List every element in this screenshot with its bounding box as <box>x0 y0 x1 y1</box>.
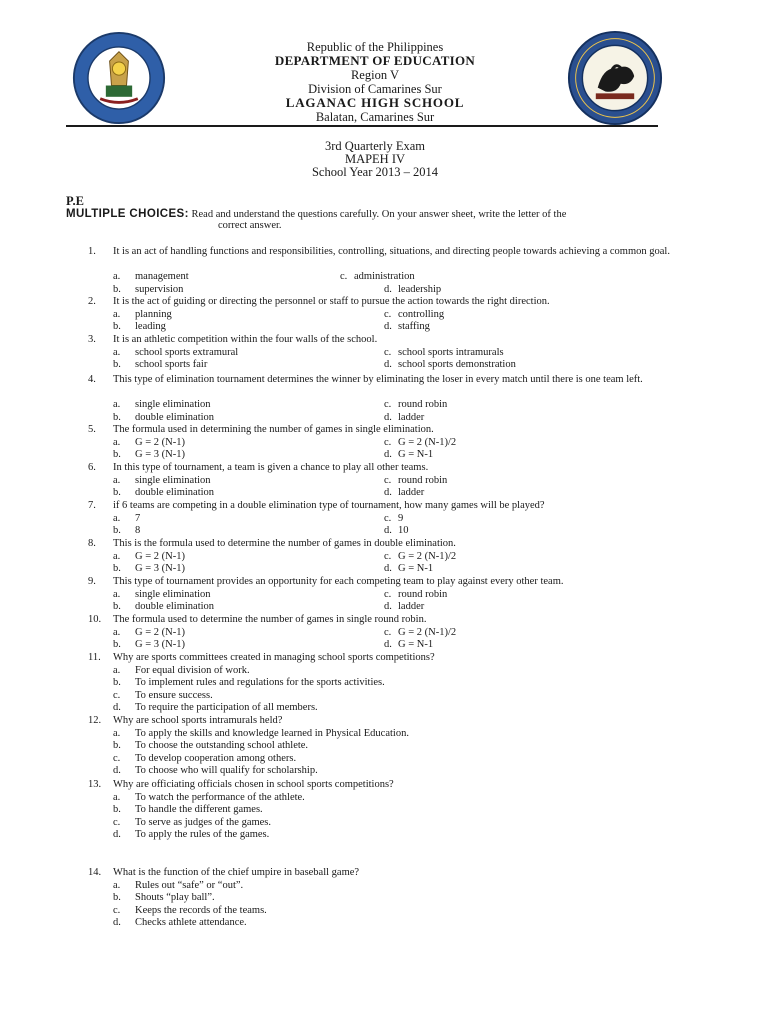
answer-option <box>113 551 185 564</box>
option-letter: d. <box>113 829 121 840</box>
answer-option <box>384 589 447 602</box>
answer-option <box>384 487 424 500</box>
answer-option <box>113 309 172 322</box>
option-letter: d. <box>384 601 392 612</box>
option-letter: a. <box>113 588 121 600</box>
option-text: For equal division of work. <box>135 664 250 676</box>
option-letter: c. <box>384 346 392 358</box>
question-text: Why are sports committees created in managing school sports competitions? <box>113 652 435 663</box>
option-text: double elimination <box>135 411 215 423</box>
option-text: To choose the outstanding school athlete. <box>135 740 309 751</box>
option-text: 7 <box>135 512 141 524</box>
option-letter: b. <box>113 804 121 815</box>
option-text: To implement rules and regulations for the sports activities. <box>135 677 385 688</box>
question-text: Why are officiating officials chosen in school sports competitions? <box>113 779 394 790</box>
option-text: school sports demonstration <box>398 359 516 370</box>
option-letter: b. <box>113 892 121 903</box>
answer-option <box>384 399 447 412</box>
question-number: 10. <box>88 614 102 625</box>
option-letter: a. <box>113 727 121 739</box>
option-letter: d. <box>113 702 121 713</box>
answer-option <box>340 271 415 284</box>
department-name: DEPARTMENT OF EDUCATION <box>274 53 476 68</box>
answer-option <box>113 765 318 778</box>
question-text: The formula used to determine the number of games in single round robin. <box>113 614 427 625</box>
exam-title: 3rd Quarterly Exam <box>325 139 425 153</box>
option-letter: a. <box>113 308 121 320</box>
option-letter: c. <box>340 271 348 282</box>
option-text: Rules out “safe” or “out”. <box>135 879 244 891</box>
deped-seal-icon <box>72 31 166 125</box>
answer-option <box>113 487 214 500</box>
option-letter: c. <box>113 752 121 764</box>
option-text: Shouts “play ball”. <box>135 892 215 903</box>
division-line: Division of Camarines Sur <box>308 82 442 96</box>
multiple-choice-heading <box>66 208 684 221</box>
question-text: What is the function of the chief umpire in baseball game? <box>113 867 360 878</box>
answer-option <box>113 804 263 817</box>
answer-option <box>113 753 296 766</box>
answer-option <box>384 601 424 614</box>
option-letter: a. <box>113 271 121 282</box>
option-letter: d. <box>384 449 392 460</box>
option-letter: a. <box>113 512 121 524</box>
option-letter: a. <box>113 399 121 410</box>
option-letter: d. <box>384 283 392 295</box>
question-text: This type of tournament provides an opportunity for each competing team to play against every other team. <box>113 576 564 587</box>
option-text: To apply the skills and knowledge learned in Physical Education. <box>135 727 409 739</box>
option-text: To ensure success. <box>135 689 213 701</box>
option-text: To watch the performance of the athlete. <box>135 791 305 803</box>
answer-option <box>113 639 185 652</box>
exam-info <box>200 140 550 179</box>
option-letter: c. <box>384 626 392 638</box>
option-letter: c. <box>384 550 392 562</box>
option-letter: b. <box>113 563 121 574</box>
option-text: Keeps the records of the teams. <box>135 904 267 916</box>
question-number: 3. <box>88 334 96 345</box>
answer-option <box>384 513 403 526</box>
question-number: 13. <box>88 779 102 790</box>
answer-option <box>384 284 441 297</box>
option-letter: b. <box>113 740 121 751</box>
answer-option <box>113 892 215 905</box>
option-letter: c. <box>113 689 121 701</box>
answer-option <box>113 665 250 678</box>
option-text: double elimination <box>135 601 215 612</box>
option-letter: d. <box>384 525 392 536</box>
exam-subject: MAPEH IV <box>344 152 406 166</box>
answer-option <box>384 449 433 462</box>
option-letter: d. <box>113 917 121 928</box>
question-text: In this type of tournament, a team is given a chance to play all other teams. <box>113 462 429 473</box>
answer-option <box>113 690 213 703</box>
option-text: leading <box>135 321 166 332</box>
option-text: school sports fair <box>135 359 208 370</box>
question-number: 5. <box>88 424 96 435</box>
option-letter: a. <box>113 626 121 638</box>
option-text: To choose who will qualify for scholarship. <box>135 765 318 776</box>
answer-option <box>113 740 308 753</box>
option-text: G = 3 (N-1) <box>135 449 185 460</box>
option-text: ladder <box>398 487 425 498</box>
option-letter: d. <box>384 563 392 574</box>
option-text: G = 2 (N-1)/2 <box>398 550 457 562</box>
question-number: 11. <box>88 652 101 663</box>
option-text: To develop cooperation among others. <box>135 752 297 764</box>
option-text: G = 2 (N-1) <box>135 626 185 638</box>
answer-option <box>384 551 456 564</box>
option-text: single elimination <box>135 474 211 486</box>
question-text: The formula used in determining the number of games in single elimination. <box>113 424 434 435</box>
option-letter: b. <box>113 487 121 498</box>
option-text: single elimination <box>135 588 211 600</box>
answer-option <box>384 639 433 652</box>
option-letter: d. <box>384 411 392 423</box>
option-text: G = N-1 <box>398 449 434 460</box>
answer-option <box>113 525 140 538</box>
option-text: 9 <box>398 512 404 524</box>
option-letter: b. <box>113 411 121 423</box>
option-text: G = 3 (N-1) <box>135 563 185 574</box>
answer-option <box>113 321 166 334</box>
option-text: G = 2 (N-1) <box>135 436 185 448</box>
option-text: To serve as judges of the games. <box>135 816 272 828</box>
question-number: 12. <box>88 715 102 726</box>
option-letter: c. <box>384 308 392 320</box>
option-letter: a. <box>113 346 121 358</box>
mc-title: MULTIPLE CHOICES: <box>66 208 189 220</box>
option-text: Checks athlete attendance. <box>135 917 247 928</box>
region-line: Region V <box>350 68 400 82</box>
answer-option <box>113 702 318 715</box>
option-text: school sports extramural <box>135 346 239 358</box>
option-letter: a. <box>113 791 121 803</box>
option-text: 8 <box>135 525 141 536</box>
answer-option <box>113 792 305 805</box>
question-number: 6. <box>88 462 96 473</box>
answer-option <box>113 475 211 488</box>
option-letter: b. <box>113 359 121 370</box>
mc-instruction-continued: correct answer. <box>218 220 282 231</box>
option-text: To handle the different games. <box>135 804 263 815</box>
option-text: round robin <box>398 474 448 486</box>
option-text: G = 3 (N-1) <box>135 639 185 650</box>
option-letter: b. <box>113 449 121 460</box>
mc-instruction: Read and understand the questions carefully. On your answer sheet, write the letter of the <box>191 209 567 220</box>
question-number: 14. <box>88 867 102 878</box>
answer-option <box>384 525 409 538</box>
answer-option <box>113 399 211 412</box>
option-text: ladder <box>398 601 425 612</box>
question-text: It is an athletic competition within the four walls of the school. <box>113 334 378 345</box>
answer-option <box>113 817 271 830</box>
answer-option <box>113 905 267 918</box>
option-letter: b. <box>113 283 121 295</box>
question-text: Why are school sports intramurals held? <box>113 715 283 726</box>
option-text: G = 2 (N-1)/2 <box>398 626 457 638</box>
option-letter: d. <box>113 765 121 776</box>
answer-option <box>384 359 516 372</box>
answer-option <box>113 677 385 690</box>
option-letter: d. <box>384 639 392 650</box>
option-text: supervision <box>135 283 184 295</box>
option-letter: c. <box>384 436 392 448</box>
school-header <box>160 40 590 124</box>
option-letter: b. <box>113 677 121 688</box>
answer-option <box>113 449 185 462</box>
option-letter: c. <box>384 512 392 524</box>
option-text: round robin <box>398 399 448 410</box>
option-text: To require the participation of all members. <box>135 702 318 713</box>
option-text: leadership <box>398 283 442 295</box>
answer-option <box>113 412 214 425</box>
option-letter: d. <box>384 321 392 332</box>
option-letter: a. <box>113 436 121 448</box>
option-text: management <box>135 271 189 282</box>
answer-option <box>113 917 247 930</box>
answer-option <box>113 513 140 526</box>
option-letter: c. <box>384 474 392 486</box>
answer-option <box>113 347 238 360</box>
option-text: To apply the rules of the games. <box>135 829 270 840</box>
option-letter: c. <box>384 399 392 410</box>
option-letter: b. <box>113 525 121 536</box>
answer-option <box>113 284 183 297</box>
answer-option <box>113 437 185 450</box>
question-text: This type of elimination tournament determines the winner by eliminating the loser in every match until there is one team left. <box>113 374 643 385</box>
question-number: 1. <box>88 246 96 257</box>
answer-option <box>113 271 189 284</box>
answer-option <box>113 880 243 893</box>
question-text: It is an act of handling functions and responsibilities, controlling, situations, and directing people towards achieving a common goal. <box>113 246 670 257</box>
answer-option <box>113 589 211 602</box>
answer-option <box>113 829 269 842</box>
answer-option <box>384 321 430 334</box>
answer-option <box>113 563 185 576</box>
option-text: planning <box>135 308 172 320</box>
option-text: G = 2 (N-1)/2 <box>398 436 457 448</box>
option-text: G = N-1 <box>398 639 434 650</box>
question-number: 2. <box>88 296 96 307</box>
option-letter: a. <box>113 474 121 486</box>
option-letter: a. <box>113 879 121 891</box>
option-text: school sports intramurals <box>398 346 504 358</box>
school-location: Balatan, Camarines Sur <box>315 110 435 124</box>
question-number: 9. <box>88 576 96 587</box>
option-letter: d. <box>384 359 392 370</box>
option-letter: c. <box>384 588 392 600</box>
option-text: administration <box>354 271 415 282</box>
option-text: G = N-1 <box>398 563 434 574</box>
answer-option <box>384 412 424 425</box>
school-year: School Year 2013 – 2014 <box>311 165 439 179</box>
option-letter: a. <box>113 550 121 562</box>
option-text: 10 <box>398 525 409 536</box>
answer-option <box>113 359 207 372</box>
answer-option <box>384 627 456 640</box>
option-letter: b. <box>113 639 121 650</box>
question-number: 8. <box>88 538 96 549</box>
answer-option <box>384 563 433 576</box>
option-text: ladder <box>398 411 425 423</box>
option-letter: b. <box>113 321 121 332</box>
answer-option <box>113 728 409 741</box>
option-text: double elimination <box>135 487 215 498</box>
answer-option <box>384 437 456 450</box>
question-number: 7. <box>88 500 96 511</box>
option-text: controlling <box>398 308 445 320</box>
option-text: round robin <box>398 588 448 600</box>
question-text: This is the formula used to determine the number of games in double elimination. <box>113 538 456 549</box>
option-text: single elimination <box>135 399 211 410</box>
option-letter: c. <box>113 816 121 828</box>
section-title: P.E <box>66 194 84 208</box>
answer-option <box>384 347 504 360</box>
option-text: G = 2 (N-1) <box>135 550 185 562</box>
answer-option <box>113 627 185 640</box>
option-letter: c. <box>113 904 121 916</box>
question-text: It is the act of guiding or directing the personnel or staff to pursue the action towards the right direction. <box>113 296 550 307</box>
answer-option <box>113 601 214 614</box>
option-text: staffing <box>398 321 430 332</box>
question-text: if 6 teams are competing in a double elimination type of tournament, how many games will be played? <box>113 500 545 511</box>
answer-option <box>384 309 444 322</box>
header-divider <box>66 125 658 127</box>
republic-line: Republic of the Philippines <box>306 40 444 54</box>
option-letter: d. <box>384 487 392 498</box>
option-letter: b. <box>113 601 121 612</box>
option-letter: a. <box>113 664 121 676</box>
school-name: LAGANAC HIGH SCHOOL <box>285 95 465 110</box>
answer-option <box>384 475 447 488</box>
question-number: 4. <box>88 374 96 385</box>
